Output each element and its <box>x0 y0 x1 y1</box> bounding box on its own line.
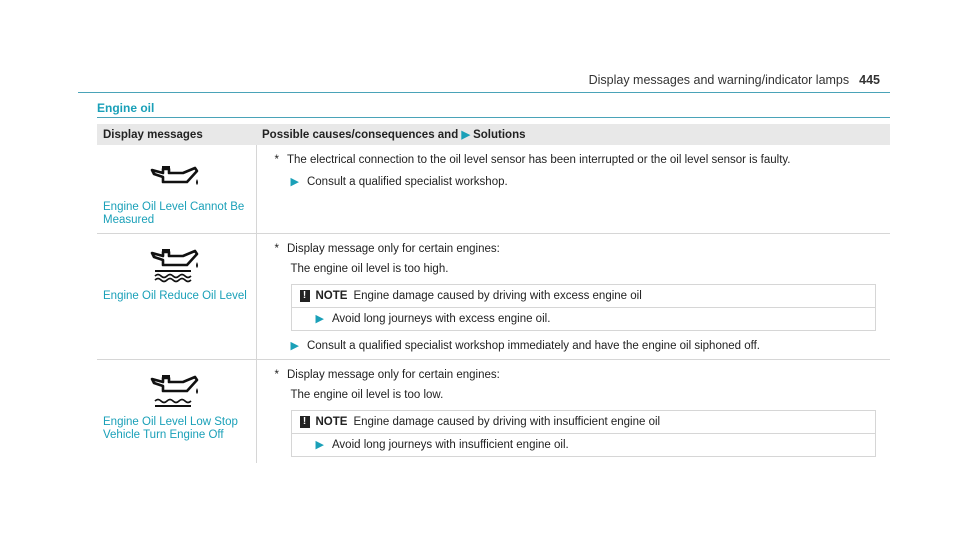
table-row <box>97 145 890 234</box>
arrow-icon: ▶ <box>315 439 324 451</box>
message-text: Engine Oil Level Cannot Be Measured <box>103 201 245 226</box>
page-number: 445 <box>859 73 880 87</box>
note-label: NOTE <box>315 416 348 428</box>
message-text: Engine Oil Reduce Oil Level <box>103 290 247 302</box>
note-text: Engine damage caused by driving with excess engine oil <box>353 290 642 302</box>
arrow-icon: ▶ <box>315 313 324 325</box>
bullet: * <box>274 369 279 381</box>
arrow-icon: ▶ <box>290 340 299 352</box>
table-header-row <box>97 124 890 145</box>
bullet: * <box>274 154 279 166</box>
warning-icon: ! <box>300 290 310 302</box>
messages-table <box>97 124 890 463</box>
cause-text: The electrical connection to the oil level sensor has been interrupted or the oil level sensor is faulty. <box>286 154 791 166</box>
cause-cell <box>256 145 890 234</box>
bullet: * <box>274 243 279 255</box>
section-rule <box>97 117 890 118</box>
col-header-solutions-text: Solutions <box>473 129 526 141</box>
note-label: NOTE <box>315 290 348 302</box>
note-action: Avoid long journeys with insufficient engine oil. <box>331 439 569 451</box>
table-row <box>97 360 890 464</box>
note-text: Engine damage caused by driving with insufficient engine oil <box>353 416 661 428</box>
running-head <box>589 73 880 87</box>
solution-text: Consult a qualified specialist workshop. <box>306 176 508 188</box>
arrow-icon: ▶ <box>461 129 470 141</box>
warning-icon: ! <box>300 416 310 428</box>
top-rule <box>78 92 890 93</box>
cause-cell <box>256 360 890 464</box>
note-box <box>291 284 877 331</box>
oil-can-low-level-icon <box>103 366 250 416</box>
oil-can-icon <box>103 151 250 201</box>
cause-text: Display message only for certain engines: <box>286 369 500 381</box>
message-cell <box>97 234 256 360</box>
cause-text: Display message only for certain engines: <box>286 243 500 255</box>
message-text: Engine Oil Level Low Stop Vehicle Turn Engine Off <box>103 416 238 441</box>
message-cell <box>97 145 256 234</box>
message-cell <box>97 360 256 464</box>
arrow-icon: ▶ <box>290 176 299 188</box>
solution-text: Consult a qualified specialist workshop immediately and have the engine oil siphoned off. <box>306 340 761 352</box>
cause-detail: The engine oil level is too low. <box>290 389 444 401</box>
section-title: Engine oil <box>97 101 155 115</box>
note-box <box>291 410 877 457</box>
note-action: Avoid long journeys with excess engine oil. <box>331 313 551 325</box>
col-header-causes <box>256 124 890 145</box>
oil-can-high-level-icon <box>103 240 250 290</box>
table-row <box>97 234 890 360</box>
running-title: Display messages and warning/indicator lamps <box>588 73 850 87</box>
col-header-messages: Display messages <box>97 124 256 145</box>
cause-detail: The engine oil level is too high. <box>290 263 449 275</box>
col-header-causes-text: Possible causes/consequences and <box>262 129 459 141</box>
cause-cell <box>256 234 890 360</box>
